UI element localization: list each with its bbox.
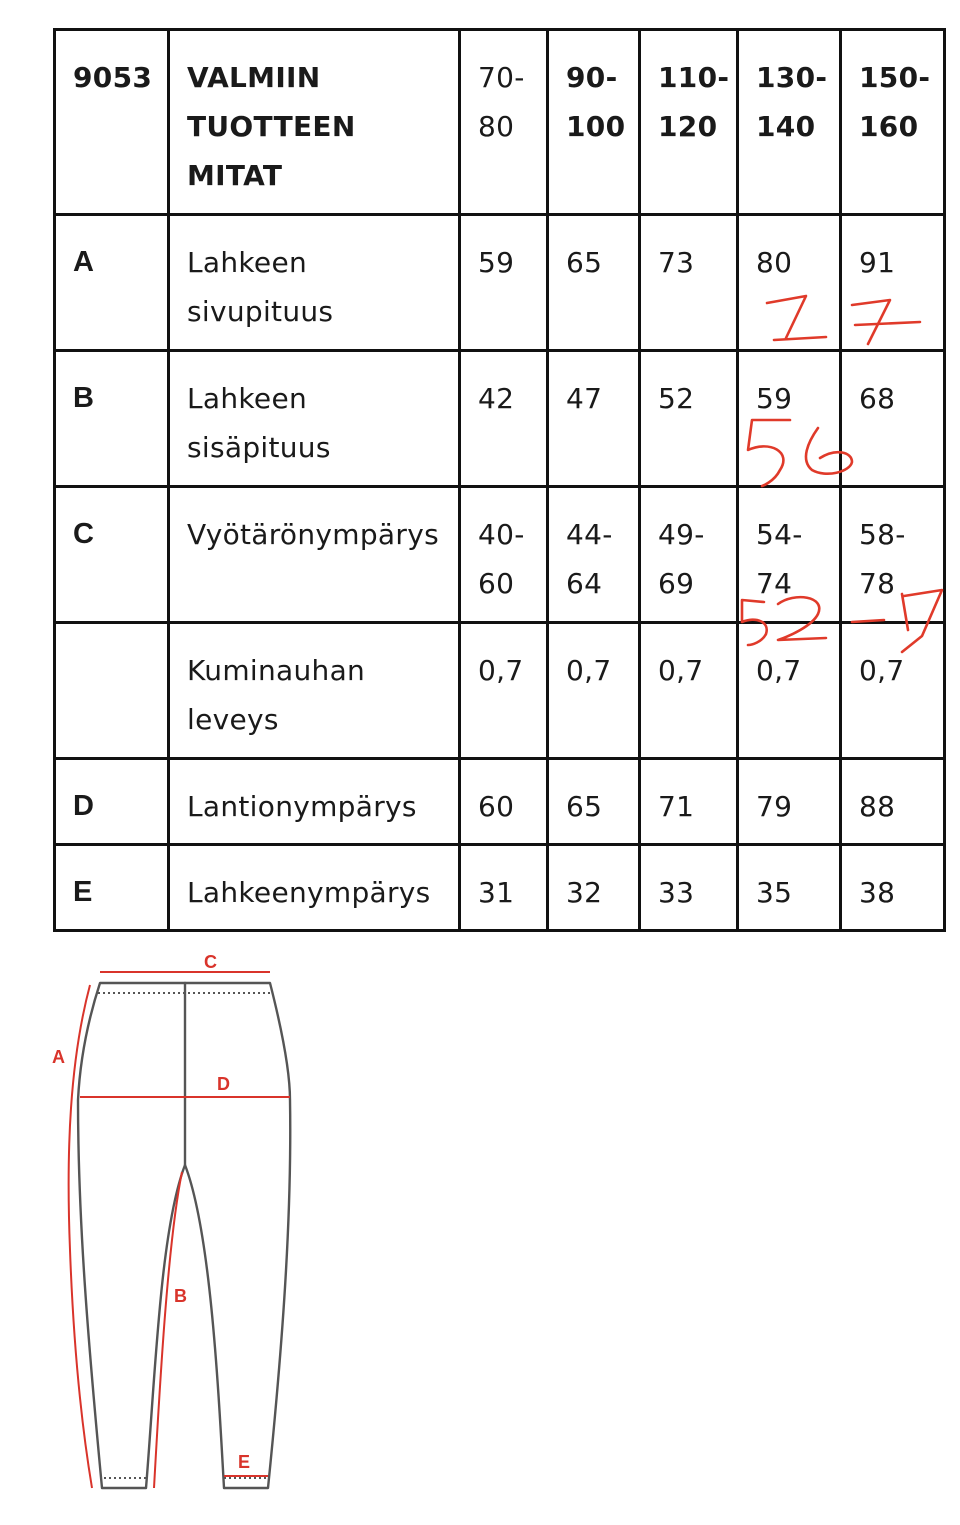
table-cell: 80 (738, 215, 841, 351)
table-cell: 0,7 (640, 623, 738, 759)
table-row (55, 759, 945, 845)
header-cell: VALMIIN TUOTTEEN MITAT (169, 30, 460, 215)
row-letter: D (55, 759, 169, 845)
header-cell: 9053 (55, 30, 169, 215)
diagram-label-b: B (174, 1286, 187, 1306)
table-row (55, 623, 945, 759)
table-cell: 40- 60 (460, 487, 548, 623)
row-label: Kuminauhan leveys (169, 623, 460, 759)
row-letter: A (55, 215, 169, 351)
header-cell: 130- 140 (738, 30, 841, 215)
table-cell: 31 (460, 845, 548, 931)
table-cell: 59 (460, 215, 548, 351)
table-row (55, 215, 945, 351)
header-cell: 70- 80 (460, 30, 548, 215)
diagram-label-e: E (238, 1452, 251, 1472)
size-table (53, 28, 946, 932)
table-header-row (55, 30, 945, 215)
diagram-label-a: A (52, 1047, 65, 1067)
diagram-label-d: D (217, 1074, 230, 1094)
row-letter: E (55, 845, 169, 931)
measure-line-a (69, 985, 92, 1488)
table-cell: 60 (460, 759, 548, 845)
row-letter: C (55, 487, 169, 623)
table-cell: 0,7 (548, 623, 640, 759)
table-cell: 54- 74 (738, 487, 841, 623)
table-cell: 71 (640, 759, 738, 845)
row-label: Vyötärönympärys (169, 487, 460, 623)
header-cell: 110- 120 (640, 30, 738, 215)
table-cell: 65 (548, 759, 640, 845)
row-label: Lantionympärys (169, 759, 460, 845)
table-cell: 38 (841, 845, 945, 931)
row-letter (55, 623, 169, 759)
row-label: Lahkeen sivupituus (169, 215, 460, 351)
table-row (55, 487, 945, 623)
table-row (55, 845, 945, 931)
table-cell: 52 (640, 351, 738, 487)
table-cell: 59 (738, 351, 841, 487)
table-cell: 32 (548, 845, 640, 931)
table-cell: 47 (548, 351, 640, 487)
leggings-outline (78, 983, 290, 1488)
table-cell: 35 (738, 845, 841, 931)
table-cell: 79 (738, 759, 841, 845)
table-cell: 0,7 (460, 623, 548, 759)
row-letter: B (55, 351, 169, 487)
table-cell: 49- 69 (640, 487, 738, 623)
table-cell: 91 (841, 215, 945, 351)
table-cell: 0,7 (738, 623, 841, 759)
table-cell: 33 (640, 845, 738, 931)
table-cell: 65 (548, 215, 640, 351)
table-cell: 0,7 (841, 623, 945, 759)
table-cell: 44- 64 (548, 487, 640, 623)
header-cell: 150- 160 (841, 30, 945, 215)
row-label: Lahkeen sisäpituus (169, 351, 460, 487)
row-label: Lahkeenympärys (169, 845, 460, 931)
diagram-label-c: C (204, 952, 217, 972)
table-cell: 58- 78 (841, 487, 945, 623)
header-cell: 90- 100 (548, 30, 640, 215)
table-cell: 88 (841, 759, 945, 845)
table-row (55, 351, 945, 487)
table-cell: 42 (460, 351, 548, 487)
table-cell: 68 (841, 351, 945, 487)
table-cell: 73 (640, 215, 738, 351)
measure-line-b (154, 1172, 182, 1488)
